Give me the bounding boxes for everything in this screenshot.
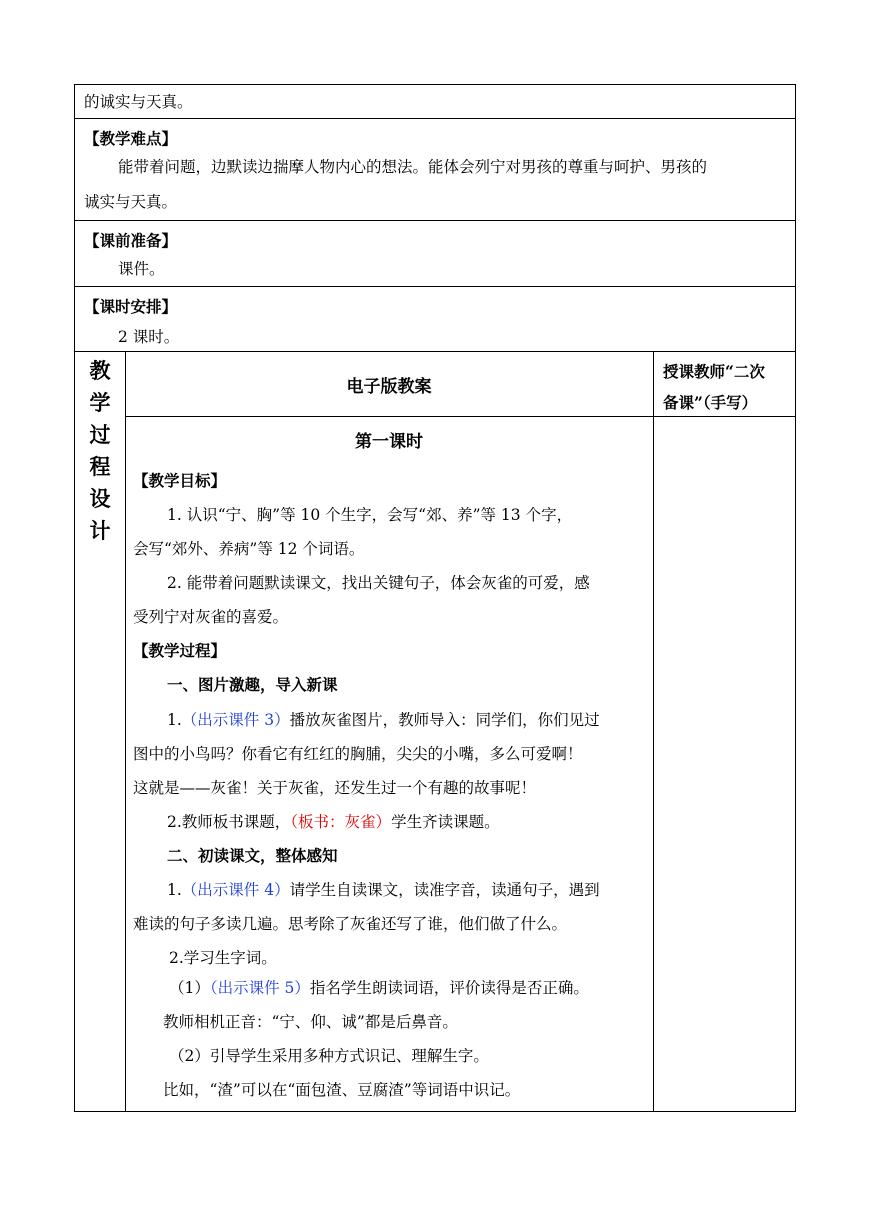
vertical-label-char: 过 xyxy=(89,422,111,447)
prep-text: 课件。 xyxy=(118,260,165,278)
vertical-label-char: 学 xyxy=(89,390,111,415)
vertical-label-char: 计 xyxy=(89,518,111,543)
header-right-line2: 备课”（手写） xyxy=(663,393,758,412)
goal2-line2: 受列宁对灰雀的喜爱。 xyxy=(133,608,289,626)
s2-p2-1-line2: 教师相机正音：“宁、仰、诚”都是后鼻音。 xyxy=(163,1013,458,1031)
s2-p1-line1 xyxy=(167,880,600,900)
lesson-title: 第一课时 xyxy=(355,432,423,452)
courseware-ref: （出示课件 4） xyxy=(181,881,290,899)
goal1-line1: 1. 认识“宁、胸”等 10 个生字，会写“郊、养”等 13 个字， xyxy=(167,506,573,524)
s1-p1-line2: 图中的小鸟吗？你看它有红红的胸脯，尖尖的小嘴，多么可爱啊！ xyxy=(133,745,583,763)
difficulty-line1: 能带着问题，边默读边揣摩人物内心的想法。能体会列宁对男孩的尊重与呵护、男孩的 xyxy=(118,158,708,176)
lesson-plan-table xyxy=(74,84,796,1112)
col-divider xyxy=(125,351,126,1111)
s1-p1-line3: 这就是——灰雀！关于灰雀，还发生过一个有趣的故事呢！ xyxy=(133,779,537,797)
item-text: 指名学生朗读词语，评价读得是否正确。 xyxy=(309,979,589,997)
item-number: （1） xyxy=(169,979,210,997)
s1-p1-line1 xyxy=(167,710,600,730)
row-divider xyxy=(75,286,795,287)
s1-p2 xyxy=(167,812,500,832)
item-number: 1. xyxy=(167,881,182,899)
difficulty-line2: 诚实与天真。 xyxy=(84,193,178,211)
s2-p2-1-line1 xyxy=(169,978,589,998)
courseware-ref: （出示课件 5） xyxy=(209,979,310,997)
prep-heading: 【课前准备】 xyxy=(84,231,178,250)
courseware-ref: （出示课件 3） xyxy=(181,711,290,729)
item-text: 学生齐读课题。 xyxy=(391,813,500,831)
s2-p2-3: 比如，“渣”可以在“面包渣、豆腐渣”等词语中识记。 xyxy=(163,1081,521,1099)
item-text: 播放灰雀图片，教师导入：同学们，你们见过 xyxy=(289,711,600,729)
difficulty-heading: 【教学难点】 xyxy=(84,129,178,148)
goal1-line2: 会写“郊外、养病”等 12 个词语。 xyxy=(133,540,365,558)
section2-title: 二、初读课文，整体感知 xyxy=(167,846,338,865)
item-text: 2.教师板书课题， xyxy=(167,813,291,831)
goals-heading: 【教学目标】 xyxy=(133,471,227,490)
schedule-text: 2 课时。 xyxy=(118,328,180,346)
schedule-heading: 【课时安排】 xyxy=(84,297,178,316)
row-divider xyxy=(75,118,795,119)
row-divider xyxy=(75,351,795,352)
header-main: 电子版教案 xyxy=(346,377,432,397)
s2-p2-2: （2）引导学生采用多种方式识记、理解生字。 xyxy=(169,1047,489,1065)
s2-p1-line2: 难读的句子多读几遍。思考除了灰雀还写了谁，他们做了什么。 xyxy=(133,915,568,933)
item-number: 1. xyxy=(167,711,182,729)
s2-p2: 2.学习生字词。 xyxy=(169,949,277,967)
row-divider xyxy=(125,416,795,417)
vertical-label-char: 程 xyxy=(89,454,111,479)
top-text: 的诚实与天真。 xyxy=(84,93,193,111)
col-divider xyxy=(653,351,654,1111)
vertical-label-char: 设 xyxy=(89,486,111,511)
header-right-line1: 授课教师“二次 xyxy=(663,362,765,381)
item-text: 请学生自读课文，读准字音，读通句子，遇到 xyxy=(289,881,600,899)
board-note: （板书：灰雀） xyxy=(290,813,392,831)
section1-title: 一、图片激趣，导入新课 xyxy=(167,675,338,694)
process-heading: 【教学过程】 xyxy=(133,641,227,660)
goal2-line1: 2. 能带着问题默读课文，找出关键句子，体会灰雀的可爱，感 xyxy=(167,574,590,592)
row-divider xyxy=(75,220,795,221)
vertical-label-char: 教 xyxy=(89,358,111,383)
